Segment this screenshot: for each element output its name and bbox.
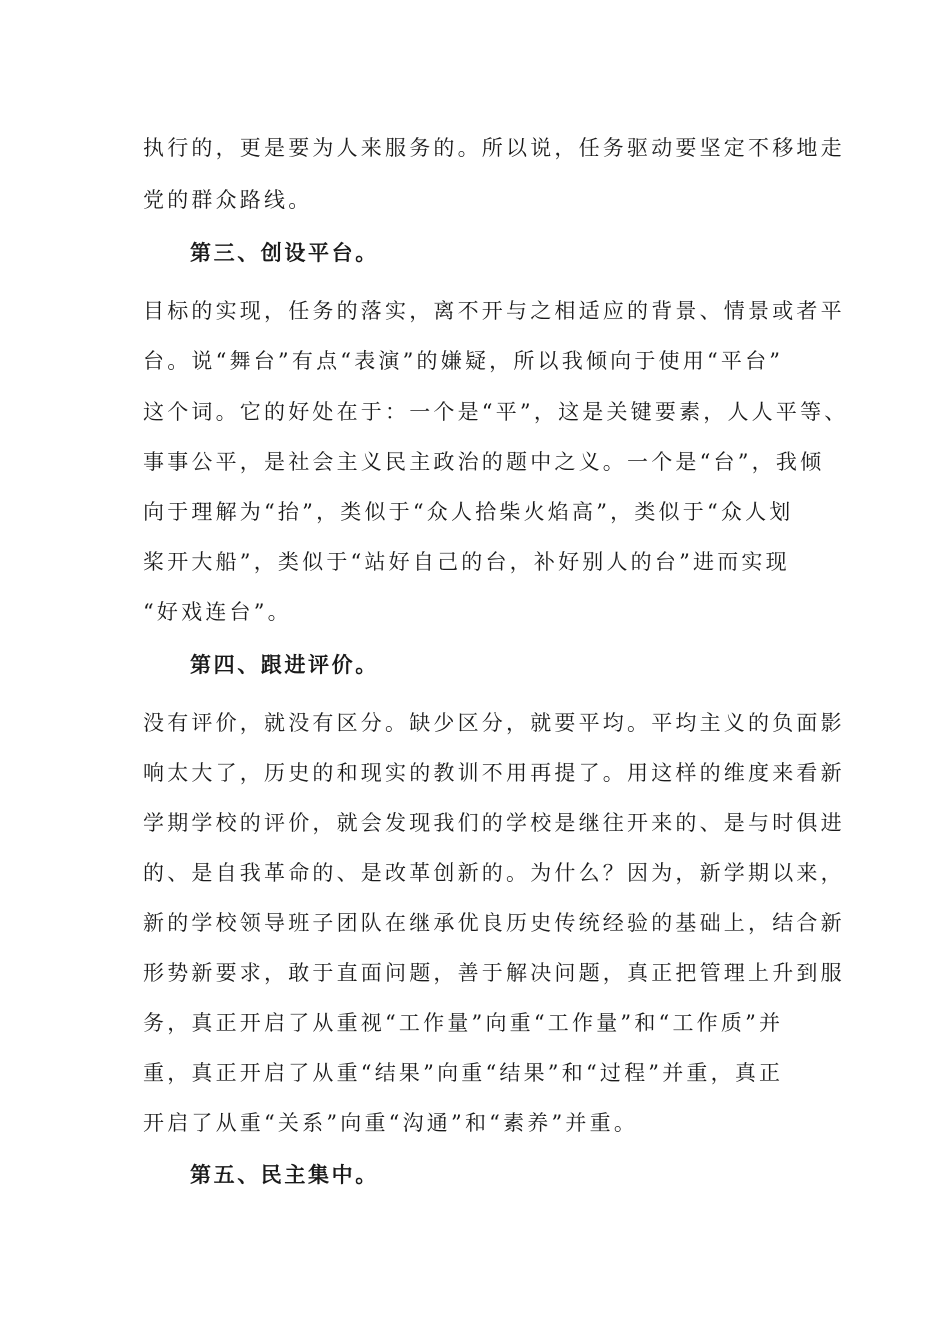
paragraph-line: 这个词。它的好处在于：一个是“平”，这是关键要素，人人平等、	[143, 400, 849, 424]
paragraph-line: 桨开大船”，类似于“站好自己的台，补好别人的台”进而实现	[143, 550, 790, 574]
paragraph-line: 重，真正开启了从重“结果”向重“结果”和“过程”并重，真正	[143, 1061, 784, 1085]
section-heading-5: 第五、民主集中。	[190, 1162, 379, 1187]
paragraph-line: 执行的，更是要为人来服务的。所以说，任务驱动要坚定不移地走	[143, 136, 845, 160]
paragraph-line: 向于理解为“抬”，类似于“众人拾柴火焰高”，类似于“众人划	[143, 500, 794, 524]
section-heading-4: 第四、跟进评价。	[190, 652, 379, 677]
paragraph-line: 新的学校领导班子团队在继承优良历史传统经验的基础上，结合新	[143, 911, 845, 935]
paragraph-line: 的、是自我革命的、是改革创新的。为什么？因为，新学期以来，	[143, 861, 845, 885]
paragraph-line: 响太大了，历史的和现实的教训不用再提了。用这样的维度来看新	[143, 761, 845, 785]
paragraph-line: “好戏连台”。	[143, 600, 292, 624]
paragraph-line: 没有评价，就没有区分。缺少区分，就要平均。平均主义的负面影	[143, 711, 845, 735]
section-heading-3: 第三、创设平台。	[190, 240, 379, 265]
paragraph-line: 目标的实现，任务的落实，离不开与之相适应的背景、情景或者平	[143, 299, 845, 323]
paragraph-line: 党的群众路线。	[143, 188, 313, 212]
paragraph-line: 台。说“舞台”有点“表演”的嫌疑，所以我倾向于使用“平台”	[143, 349, 784, 373]
paragraph-line: 开启了从重“关系”向重“沟通”和“素养”并重。	[143, 1111, 639, 1135]
paragraph-line: 务，真正开启了从重视“工作量”向重“工作量”和“工作质”并	[143, 1011, 784, 1035]
paragraph-line: 学期学校的评价，就会发现我们的学校是继往开来的、是与时俱进	[143, 811, 845, 835]
paragraph-line: 形势新要求，敢于直面问题，善于解决问题，真正把管理上升到服	[143, 961, 845, 985]
paragraph-line: 事事公平，是社会主义民主政治的题中之义。一个是“台”，我倾	[143, 450, 825, 474]
